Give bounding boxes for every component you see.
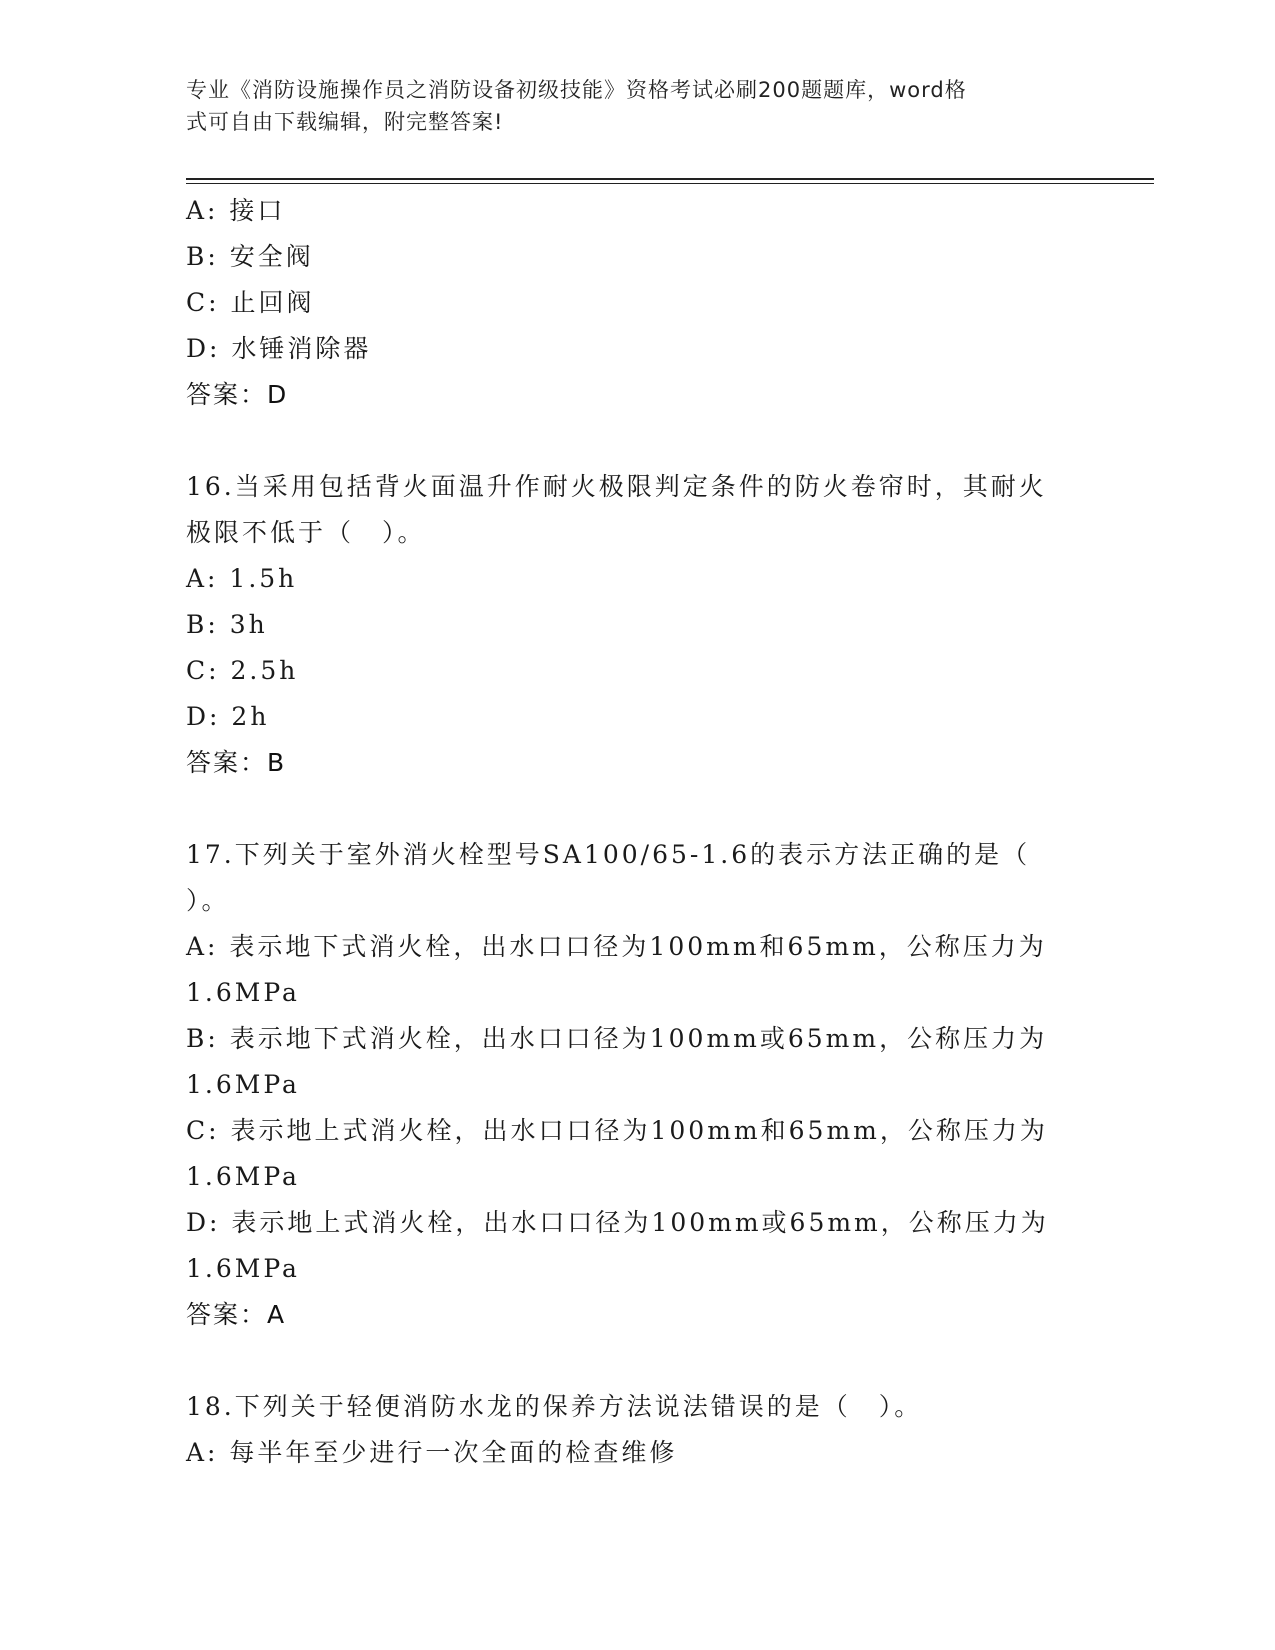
q17-option-b-line-2: 1.6MPa [186, 1070, 300, 1099]
question-list [186, 188, 1086, 1476]
spacer [186, 786, 1086, 832]
q16-option-d: D: 2h [186, 702, 270, 731]
q15-option-d: D: 水锤消除器 [186, 334, 372, 363]
q17-option-a-line-1: A: 表示地下式消火栓，出水口口径为100mm和65mm，公称压力为 [186, 932, 1047, 961]
question-17 [186, 832, 1086, 1338]
q18-stem-line-1: 18.下列关于轻便消防水龙的保养方法说法错误的是（ ）。 [186, 1392, 923, 1421]
header-divider-thin [186, 183, 1154, 184]
q16-option-b: B: 3h [186, 610, 268, 639]
q16-option-a: A: 1.5h [186, 564, 298, 593]
header-line-1: 专业《消防设施操作员之消防设备初级技能》资格考试必刷200题题库，word格 [186, 78, 967, 102]
spacer [186, 418, 1086, 464]
question-15 [186, 188, 1086, 418]
q17-option-c-line-2: 1.6MPa [186, 1162, 300, 1191]
q17-answer: 答案：A [186, 1300, 287, 1329]
q17-option-d-line-1: D: 表示地上式消火栓，出水口口径为100mm或65mm，公称压力为 [186, 1208, 1049, 1237]
spacer [186, 1338, 1086, 1384]
q17-option-d-line-2: 1.6MPa [186, 1254, 300, 1283]
q16-option-c: C: 2.5h [186, 656, 299, 685]
q17-option-b-line-1: B: 表示地下式消火栓，出水口口径为100mm或65mm，公称压力为 [186, 1024, 1048, 1053]
q17-option-a-line-2: 1.6MPa [186, 978, 300, 1007]
q17-option-c-line-1: C: 表示地上式消火栓，出水口口径为100mm和65mm，公称压力为 [186, 1116, 1048, 1145]
q15-answer: 答案：D [186, 380, 289, 409]
question-16 [186, 464, 1086, 786]
q15-option-c: C: 止回阀 [186, 288, 315, 317]
document-header [186, 74, 1086, 138]
q17-stem-line-2: ）。 [186, 886, 230, 915]
q15-option-b: B: 安全阀 [186, 242, 314, 271]
header-line-2: 式可自由下载编辑，附完整答案! [186, 110, 504, 134]
q15-option-a: A: 接口 [186, 196, 286, 225]
header-divider-thick [186, 178, 1154, 180]
q18-option-a: A: 每半年至少进行一次全面的检查维修 [186, 1438, 678, 1467]
q16-answer: 答案：B [186, 748, 287, 777]
q17-stem-line-1: 17.下列关于室外消火栓型号SA100/65-1.6的表示方法正确的是（ [186, 840, 1031, 869]
q16-stem-line-1: 16.当采用包括背火面温升作耐火极限判定条件的防火卷帘时，其耐火 [186, 472, 1047, 501]
q16-stem-line-2: 极限不低于（ ）。 [186, 518, 426, 547]
question-18 [186, 1384, 1086, 1476]
